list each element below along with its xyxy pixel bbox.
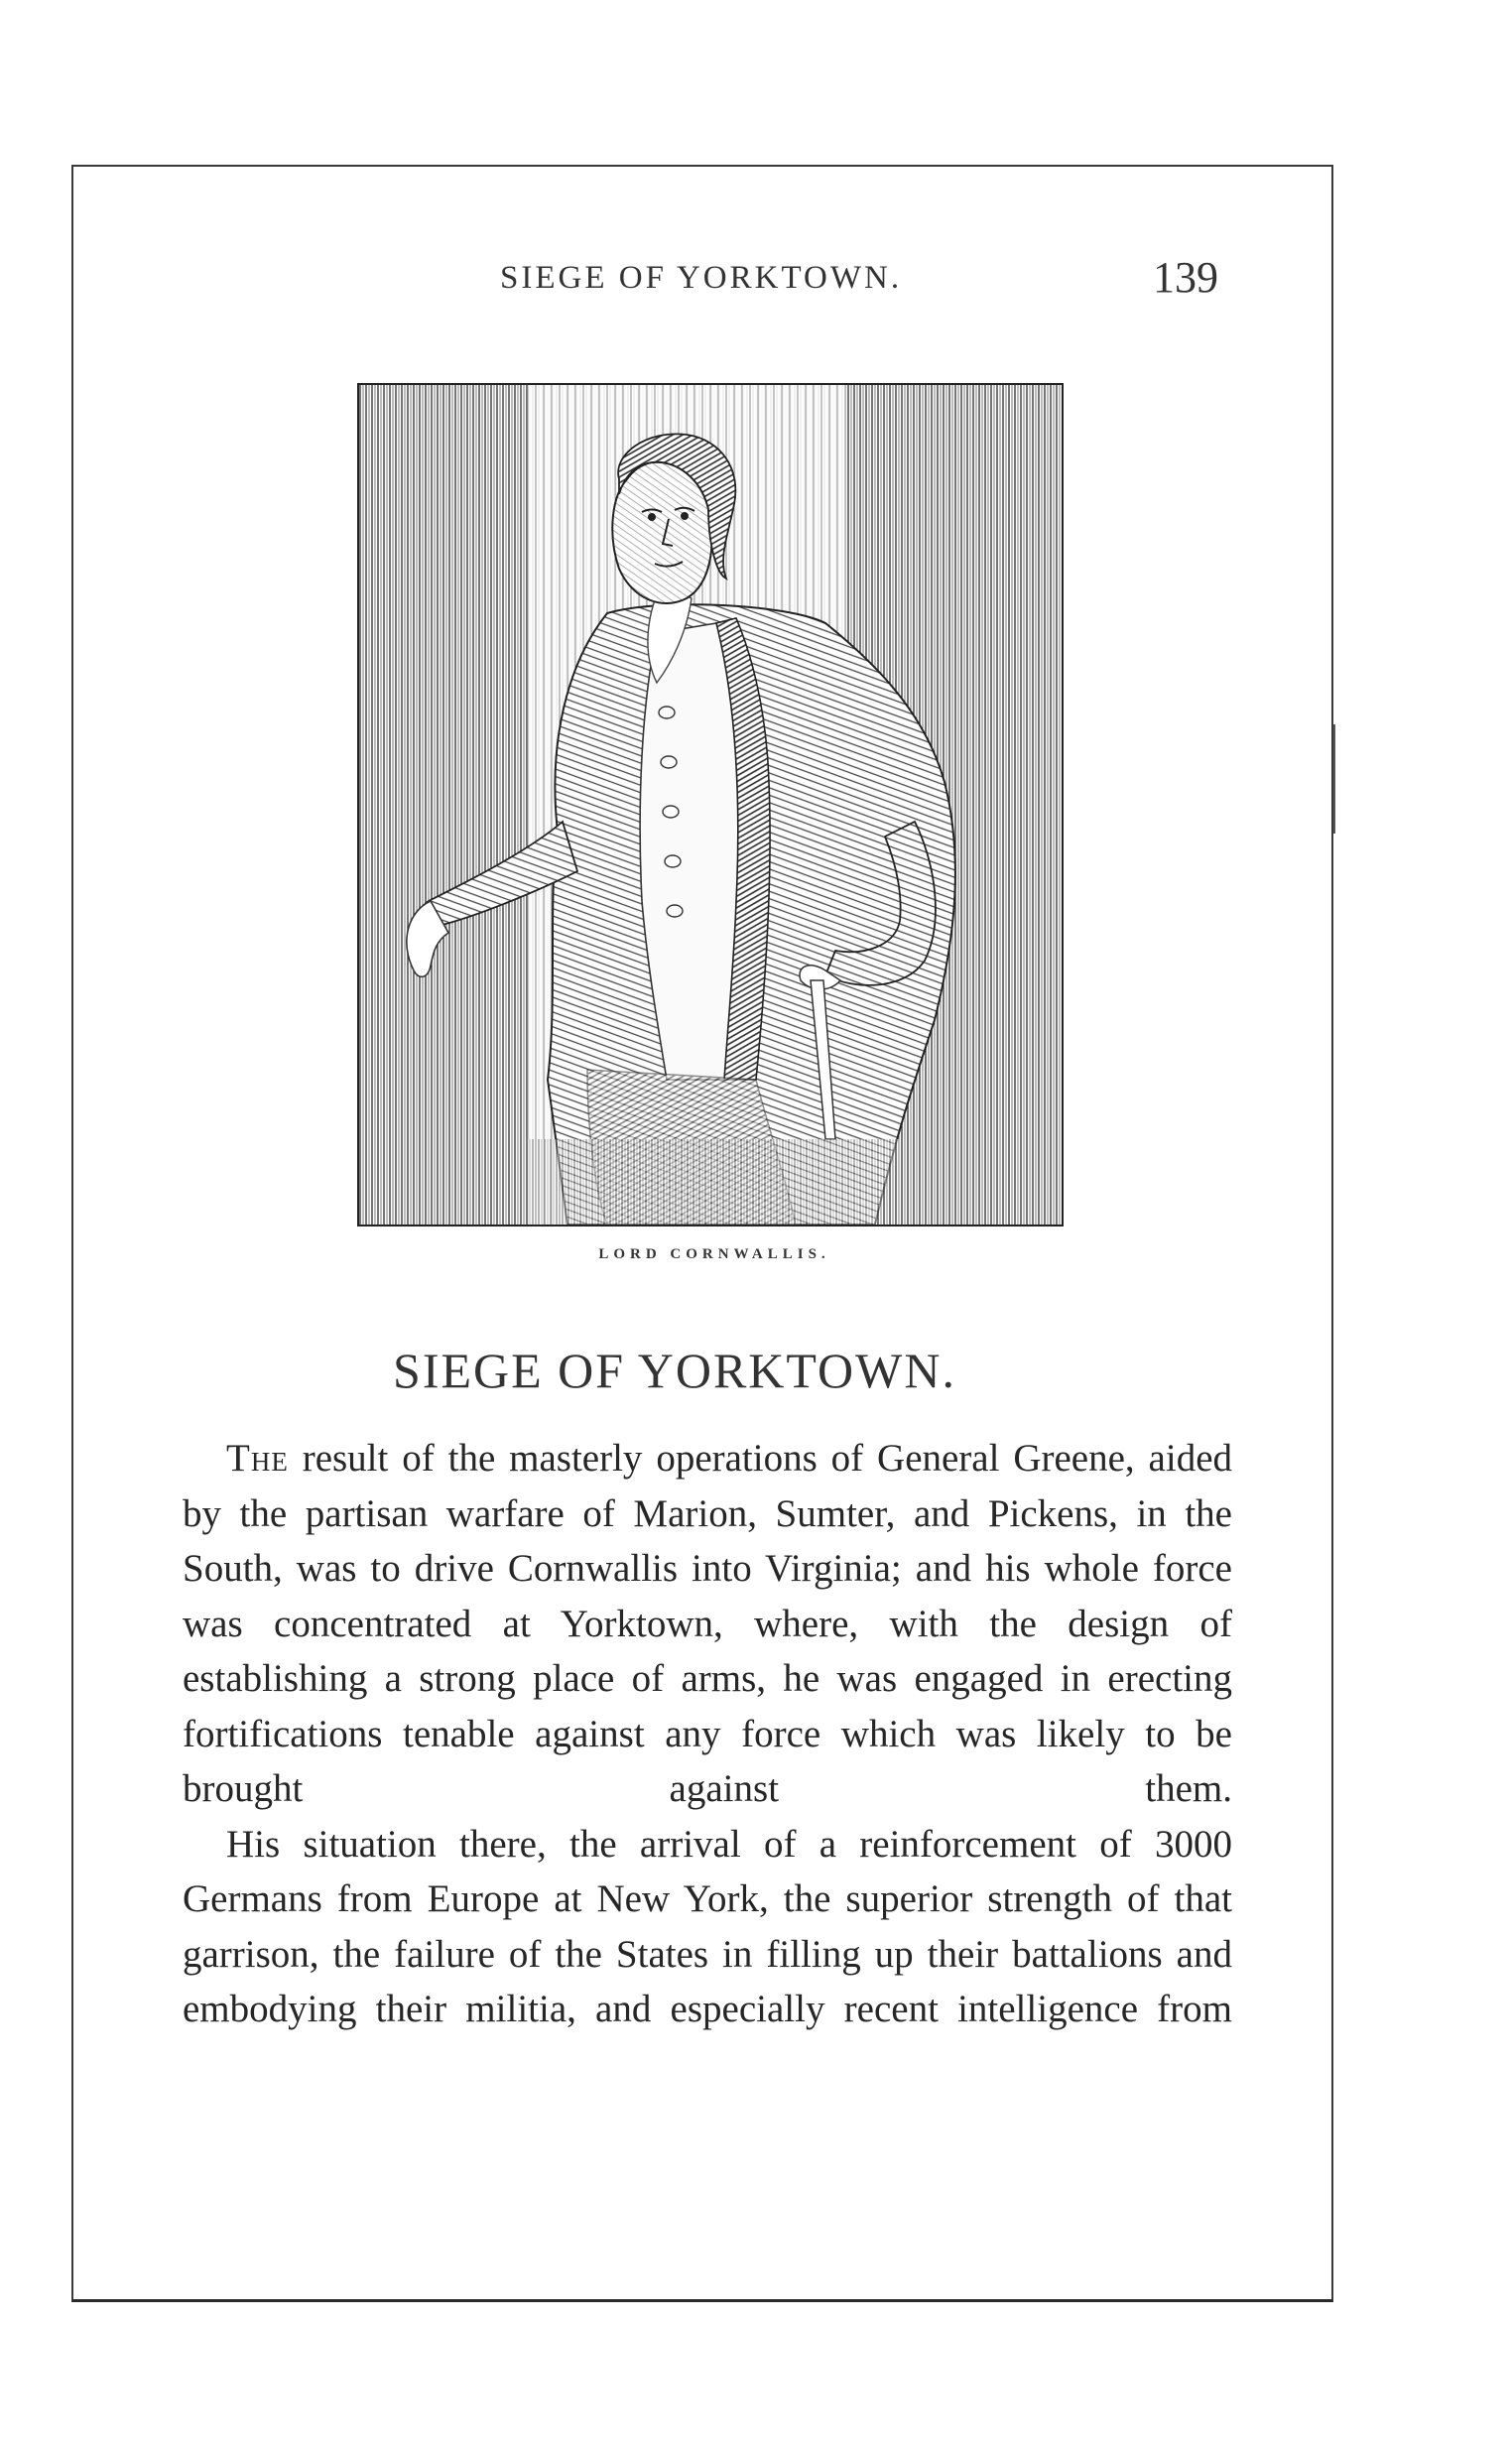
running-head: SIEGE OF YORKTOWN. — [500, 260, 903, 296]
body-text — [183, 1431, 1232, 2037]
page-edge-mark — [1333, 724, 1335, 834]
paragraph-text: result of the masterly operations of General Greene, aided by the partisan warfare of Marion, Sumter, and Pickens, in the South, was to drive Cornwallis into Virginia; and his whole force was concentrated at Yorktown, where, with the design of establishing a strong place of arms, he was engaged in erecting fortifications tenable against any force which was likely to be brought against them. — [183, 1437, 1232, 1810]
paragraph-text: His situation there, the arrival of a reinforcement of 3000 Germans from Europe at New York, the superior strength of that garrison, the failure of the States in filling up their battalions and embodying their militia, and especially recent intelligence from — [183, 1822, 1232, 2030]
portrait-illustration — [359, 385, 1062, 1225]
portrait-engraving — [357, 383, 1064, 1226]
illustration-caption: LORD CORNWALLIS. — [598, 1246, 830, 1262]
paragraph-lead: The — [226, 1437, 289, 1480]
page-number: 139 — [1153, 253, 1218, 302]
paragraph — [183, 1817, 1232, 2037]
paragraph — [183, 1431, 1232, 1817]
section-title: SIEGE OF YORKTOWN. — [393, 1343, 956, 1398]
